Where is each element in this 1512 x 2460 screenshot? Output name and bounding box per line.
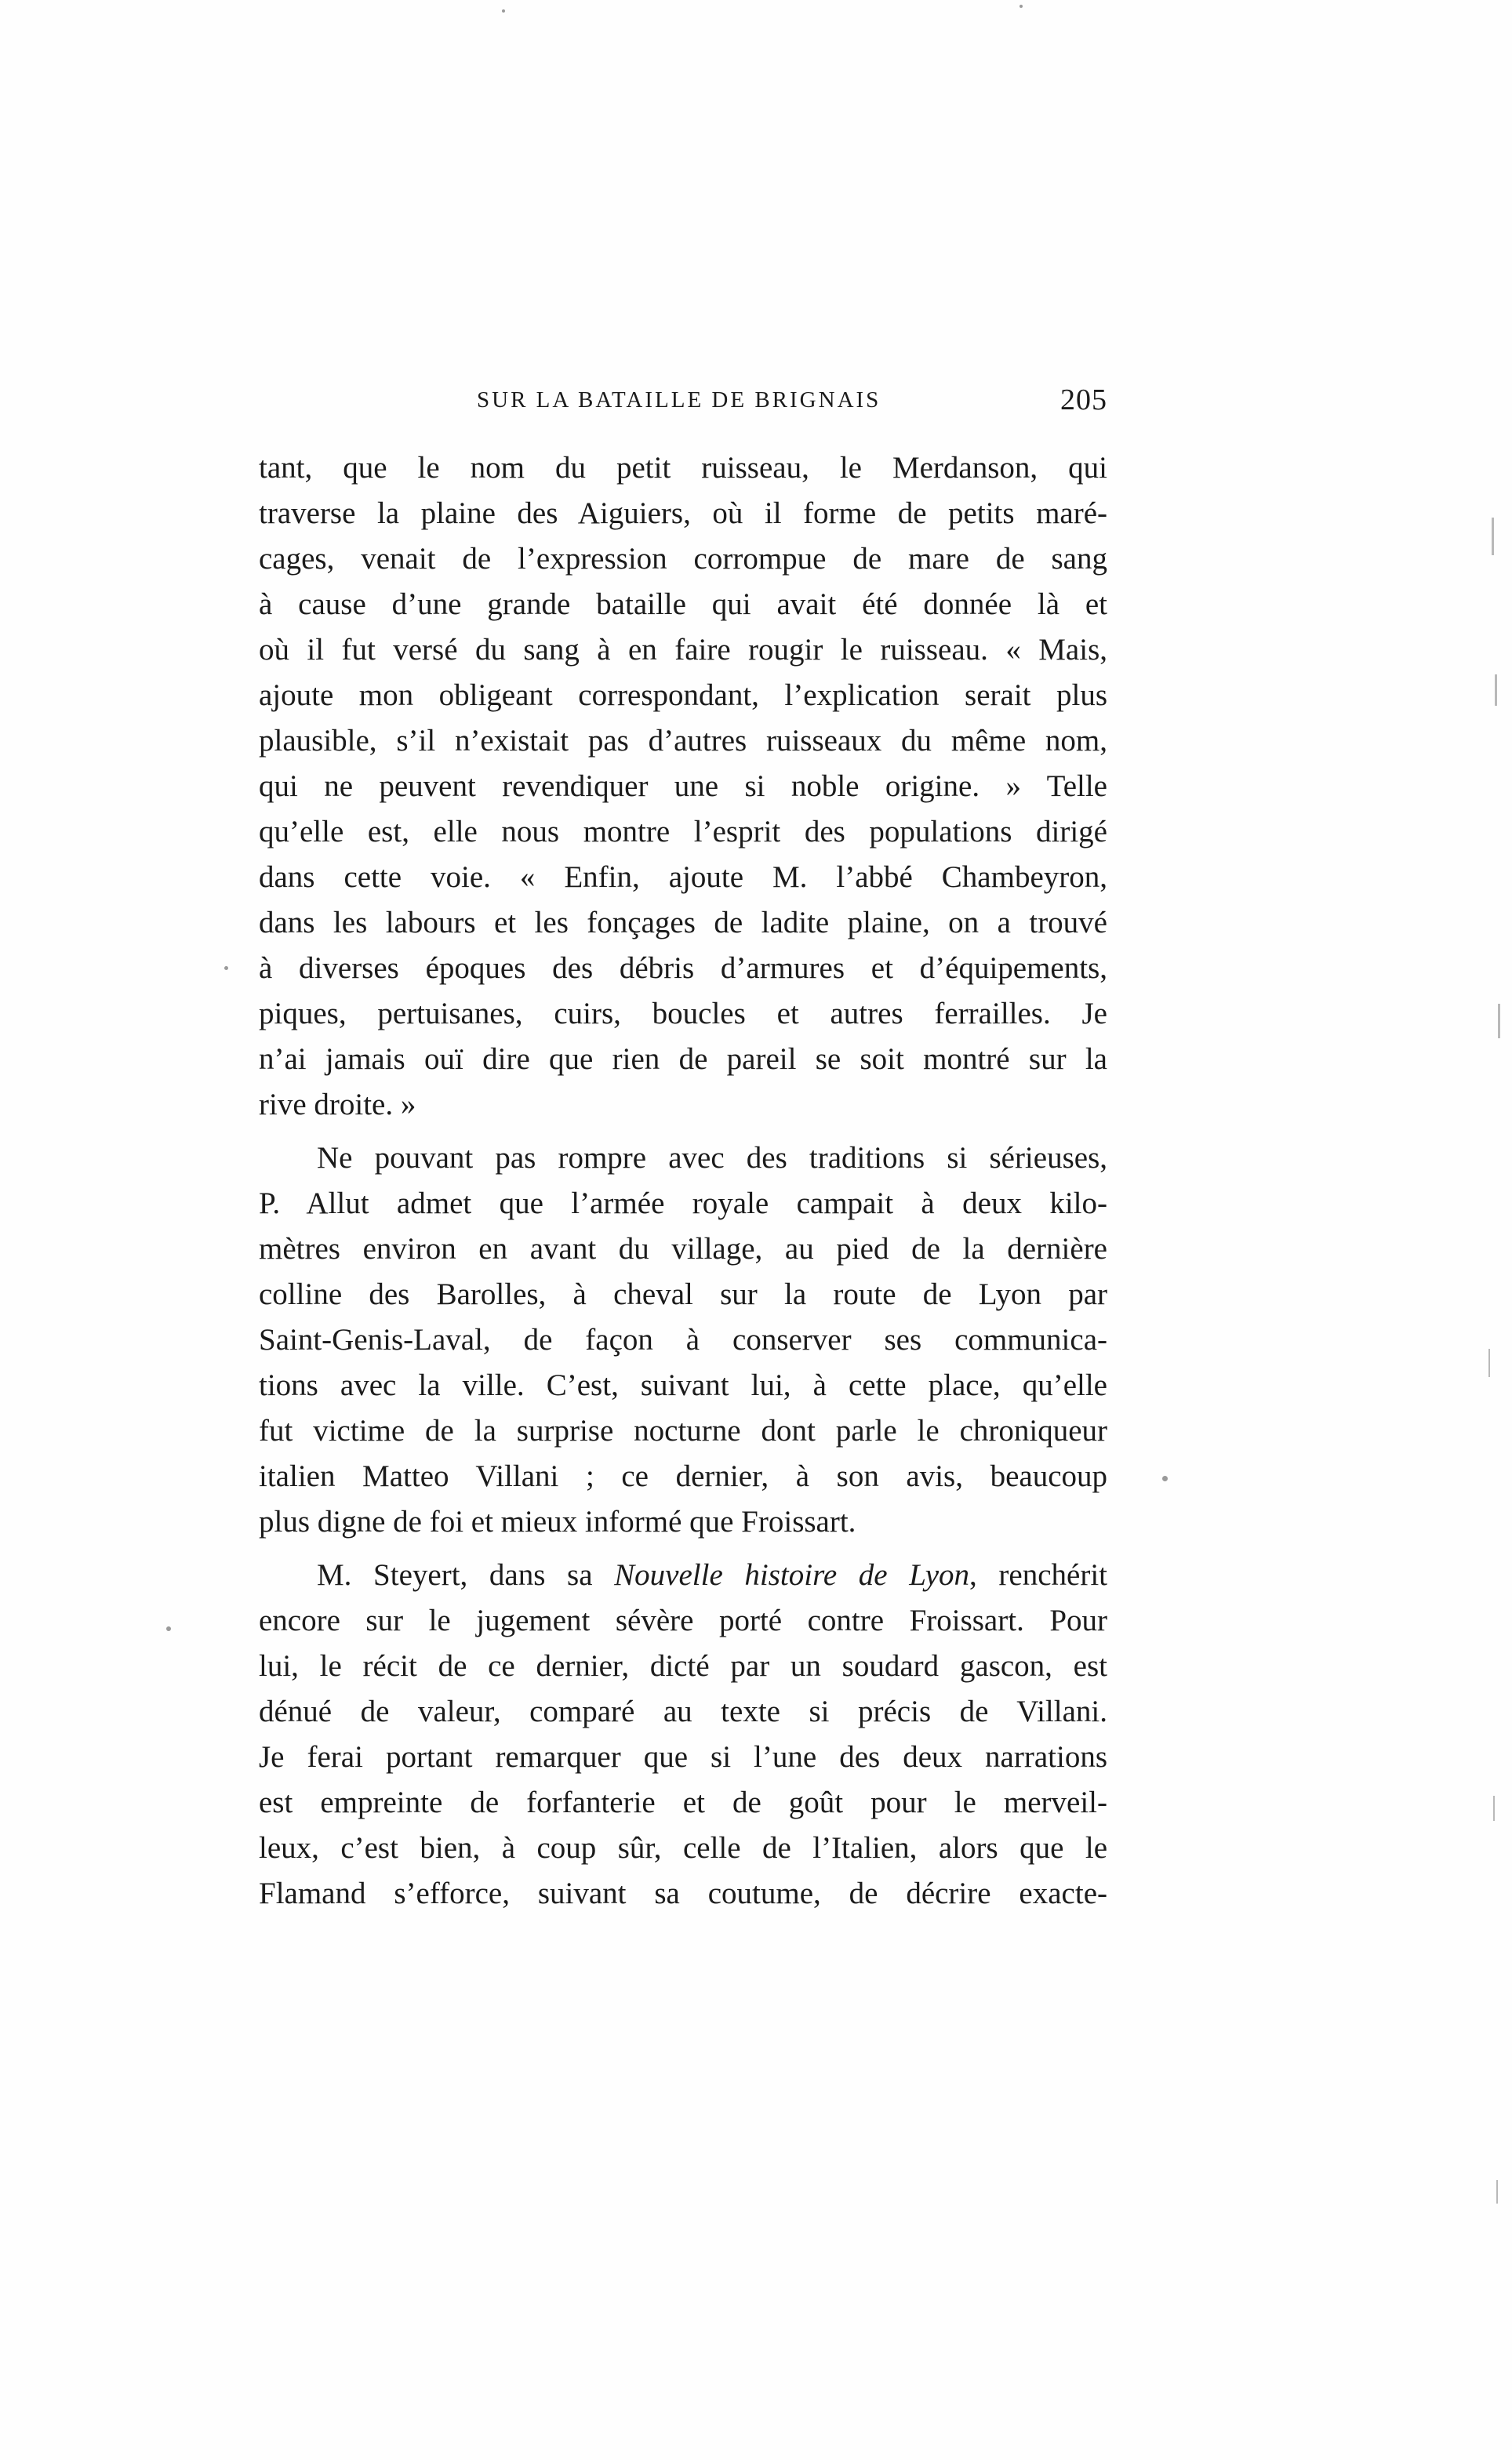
scan-artifact xyxy=(224,966,228,970)
text-line: Saint-Genis-Laval, de façon à conserver ses communica- xyxy=(259,1323,1107,1357)
scan-artifact xyxy=(1020,5,1023,8)
text-line: fut victime de la surprise nocturne dont parle le chroniqueur xyxy=(259,1414,1107,1448)
body-text xyxy=(259,445,1107,1917)
text-line: tions avec la ville. C’est, suivant lui, à cette place, qu’elle xyxy=(259,1368,1107,1402)
text-line: mètres environ en avant du village, au pied de la dernière xyxy=(259,1232,1107,1266)
scan-artifact xyxy=(1488,1349,1490,1377)
book-title: Nouvelle histoire de Lyon xyxy=(614,1558,970,1592)
scan-artifact xyxy=(1495,674,1497,706)
text-line: lui, le récit de ce dernier, dicté par un soudard gascon, est xyxy=(259,1649,1107,1683)
text-segment: M. Steyert, dans sa xyxy=(317,1558,593,1592)
scan-artifact xyxy=(1492,518,1494,555)
paragraph-first-line: Ne pouvant pas rompre avec des traditions si sérieuses, xyxy=(317,1141,1107,1175)
text-line: piques, pertuisanes, cuirs, boucles et autres ferrailles. Je xyxy=(259,997,1107,1030)
page-header xyxy=(259,383,1107,422)
text-line: dans les labours et les fonçages de ladite plaine, on a trouvé xyxy=(259,906,1107,939)
scan-artifact xyxy=(1496,2180,1498,2204)
paragraph-first-line xyxy=(259,1553,1107,1598)
text-line: où il fut versé du sang à en faire rougir le ruisseau. « Mais, xyxy=(259,633,1107,667)
text-line: à cause d’une grande bataille qui avait été donnée là et xyxy=(259,587,1107,621)
text-line: tant, que le nom du petit ruisseau, le Merdanson, qui xyxy=(259,451,1107,485)
scan-artifact xyxy=(1493,1796,1495,1821)
text-line: italien Matteo Villani ; ce dernier, à son avis, beaucoup xyxy=(259,1459,1107,1493)
text-line: dans cette voie. « Enfin, ajoute M. l’abbé Chambeyron, xyxy=(259,860,1107,894)
running-title: SUR LA BATAILLE DE BRIGNAIS xyxy=(477,387,881,412)
text-line: colline des Barolles, à cheval sur la route de Lyon par xyxy=(259,1277,1107,1311)
text-line: est empreinte de forfanterie et de goût pour le merveil- xyxy=(259,1786,1107,1819)
text-line: P. Allut admet que l’armée royale campait à deux kilo- xyxy=(259,1186,1107,1220)
page-number: 205 xyxy=(1060,383,1107,416)
text-line: qui ne peuvent revendiquer une si noble origine. » Telle xyxy=(259,769,1107,803)
scan-artifact xyxy=(1498,1004,1500,1038)
text-line: encore sur le jugement sévère porté contre Froissart. Pour xyxy=(259,1604,1107,1637)
text-line: Flamand s’efforce, suivant sa coutume, de décrire exacte- xyxy=(259,1877,1107,1910)
text-line: traverse la plaine des Aiguiers, où il forme de petits maré- xyxy=(259,496,1107,530)
text-line: qu’elle est, elle nous montre l’esprit des populations dirigé xyxy=(259,815,1107,848)
text-line: plausible, s’il n’existait pas d’autres ruisseaux du même nom, xyxy=(259,724,1107,758)
scan-artifact xyxy=(502,9,505,13)
text-line: ajoute mon obligeant correspondant, l’explication serait plus xyxy=(259,678,1107,712)
scan-artifact xyxy=(1162,1476,1168,1481)
text-line: dénué de valeur, comparé au texte si précis de Villani. xyxy=(259,1695,1107,1728)
text-line: cages, venait de l’expression corrompue de mare de sang xyxy=(259,542,1107,576)
text-line: leux, c’est bien, à coup sûr, celle de l’Italien, alors que le xyxy=(259,1831,1107,1865)
text-line: rive droite. » xyxy=(259,1088,416,1121)
text-line: à diverses époques des débris d’armures et d’équipements, xyxy=(259,951,1107,985)
scan-artifact xyxy=(166,1626,171,1631)
text-line: Je ferai portant remarquer que si l’une des deux narrations xyxy=(259,1740,1107,1774)
text-segment: , renchérit xyxy=(969,1558,1107,1592)
text-line: n’ai jamais ouï dire que rien de pareil se soit montré sur la xyxy=(259,1042,1107,1076)
text-line: plus digne de foi et mieux informé que Froissart. xyxy=(259,1505,856,1539)
